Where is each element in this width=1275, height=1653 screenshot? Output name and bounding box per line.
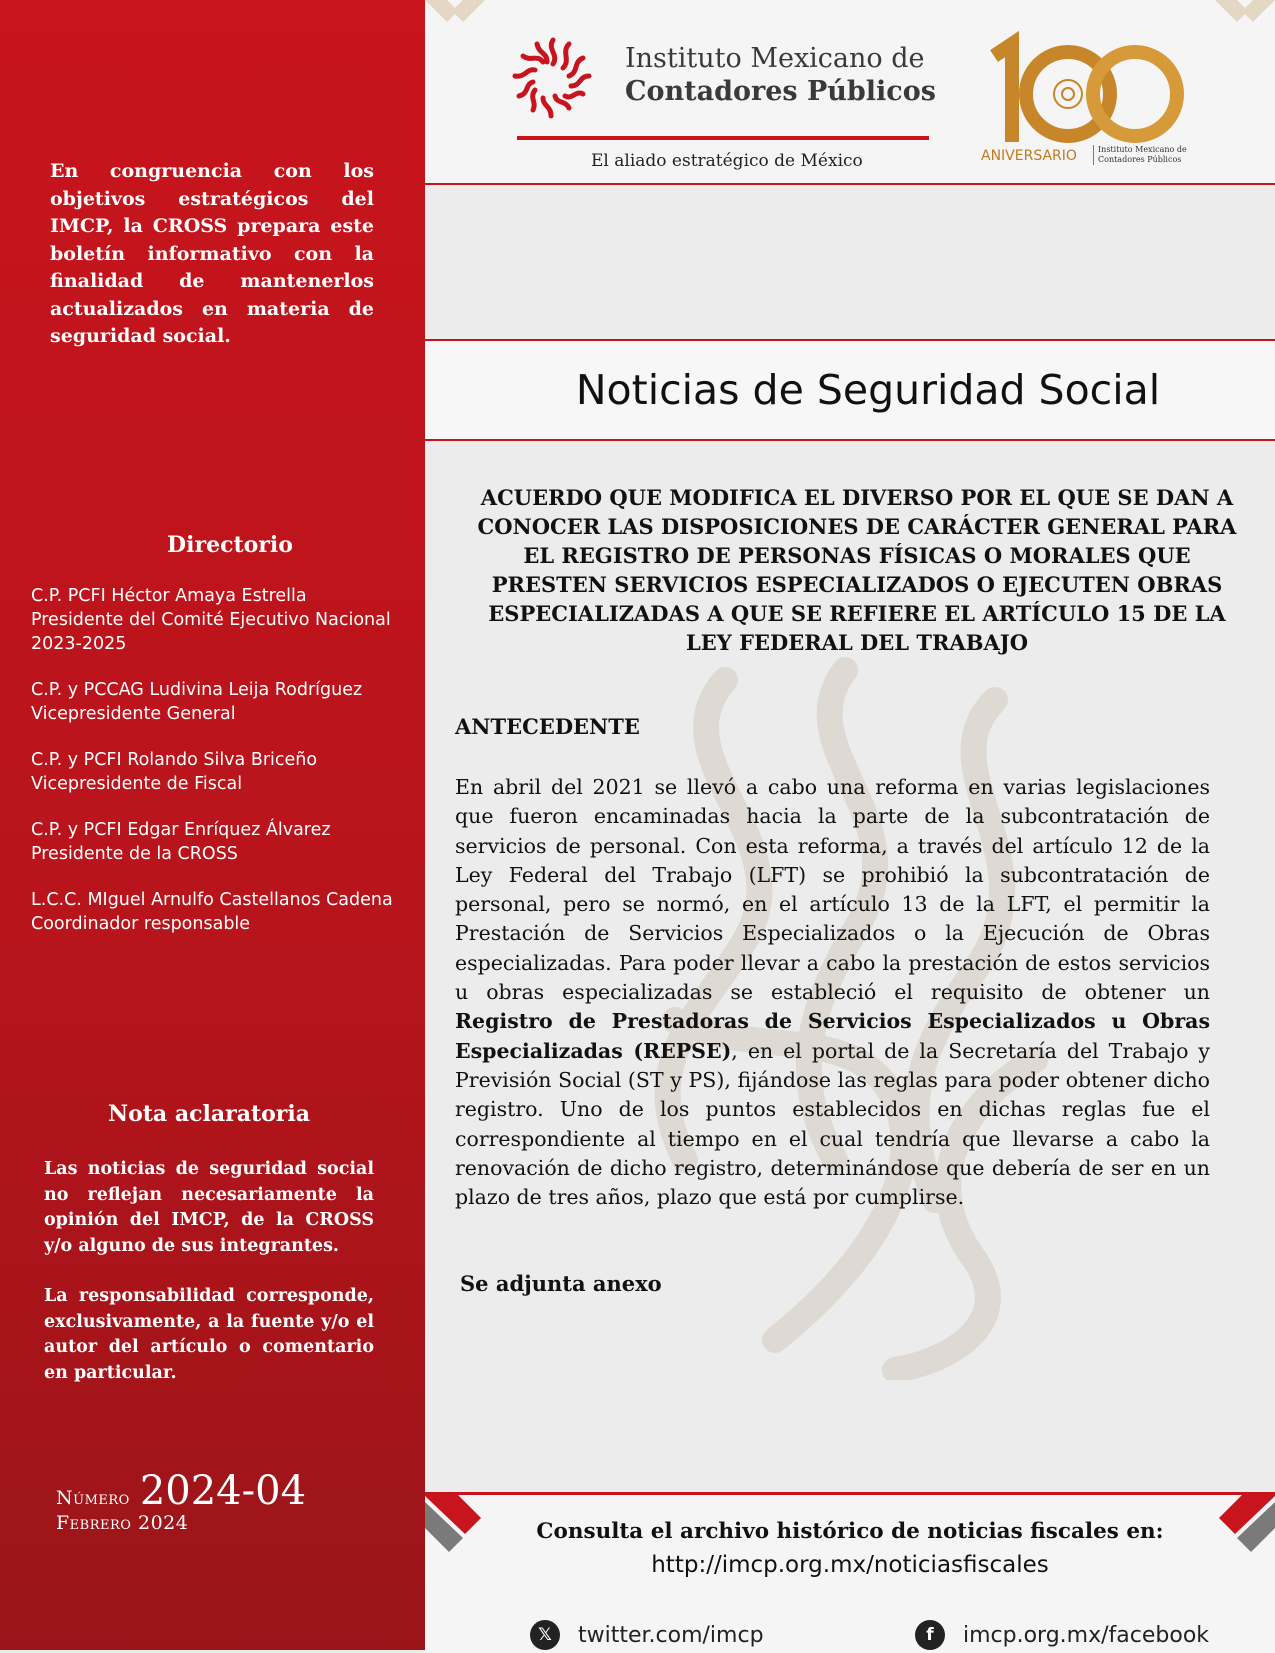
directorio-list (31, 584, 421, 958)
article-body-part1: En abril del 2021 se llevó a cabo una reforma en varias legislaciones que fueron encaminadas hacia la parte de la subcontratación de servicios de personal. Con esta reforma, a través del artículo 12 de la Ley Federal del Trabajo (LFT) se prohibió la subcontratación de personal, pero se normó, en el artículo 13 de la LFT, el permitir la Prestación de Servicios Especializados o la Ejecución de Obras especializadas. Para poder llevar a cabo la prestación de estos servicios u obras especializadas se estableció el requisito de obtener un (455, 775, 1210, 1005)
article-body-highlight: Registro de Prestadoras de Servicios Especializados u Obras Especializadas (REPSE) (455, 1009, 1210, 1063)
nota-title: Nota aclaratoria (107, 1101, 310, 1127)
org-underline (517, 136, 929, 140)
directorio-name: C.P. y PCFI Edgar Enríquez Álvarez (31, 820, 331, 840)
twitter-handle: twitter.com/imcp (578, 1622, 764, 1648)
issue-number (56, 1468, 306, 1534)
org-name (625, 42, 936, 108)
directorio-name: C.P. PCFI Héctor Amaya Estrella (31, 586, 307, 606)
issue-number-value: 2024-04 (139, 1468, 307, 1514)
directorio-role: Coordinador responsable (31, 914, 251, 934)
facebook-link[interactable] (915, 1620, 1209, 1650)
sidebar-intro: En congruencia con los objetivos estratégicos del IMCP, la CROSS prepara este boletín informativo con la finalidad de mantenerlos actualizados en materia de seguridad social. (50, 160, 374, 347)
anniversary-label: ANIVERSARIO (981, 148, 1077, 164)
attachment-note: Se adjunta anexo (460, 1271, 662, 1296)
anniversary-org-line1: Instituto Mexicano de (1098, 145, 1187, 154)
directorio-term: 2023-2025 (31, 634, 127, 654)
directorio-role: Vicepresidente General (31, 704, 236, 724)
anniversary-org-line2: Contadores Públicos (1098, 155, 1182, 164)
directorio-entry (31, 584, 421, 656)
corner-ornament-icon (425, 0, 485, 30)
directorio-name: L.C.C. MIguel Arnulfo Castellanos Cadena (31, 890, 393, 910)
tagline: El aliado estratégico de México (591, 151, 863, 171)
directorio-name: C.P. y PCFI Rolando Silva Briceño (31, 750, 318, 770)
twitter-link[interactable] (530, 1620, 764, 1650)
facebook-icon: f (915, 1620, 945, 1650)
nota-paragraph: La responsabilidad corresponde, exclusivamente, a la fuente y/o el autor del artículo o comentario en particular. (44, 1286, 374, 1383)
nota-text (44, 1157, 374, 1411)
x-icon: 𝕏 (530, 1620, 560, 1650)
directorio-name: C.P. y PCCAG Ludivina Leija Rodríguez (31, 680, 363, 700)
issue-date: Febrero 2024 (56, 1512, 189, 1534)
anniversary-org (1093, 145, 1187, 165)
article-headline: ACUERDO QUE MODIFICA EL DIVERSO POR EL QUE SE DAN A CONOCER LAS DISPOSICIONES DE CARÁCTER GENERAL PARA EL REGISTRO DE PERSONAS FÍSICAS O MORALES QUE PRESTEN SERVICIOS ESPECIALIZADOS O EJECUTEN OBRAS ESPECIALIZADAS A QUE SE REFIERE EL ARTÍCULO 15 DE LA LEY FEDERAL DEL TRABAJO (477, 485, 1237, 655)
archive-link[interactable]: http://imcp.org.mx/noticiasfiscales (651, 1552, 1049, 1578)
org-name-line2: Contadores Públicos (625, 76, 936, 107)
page-title: Noticias de Seguridad Social (575, 366, 1161, 414)
footer (425, 1492, 1275, 1653)
directorio-entry (31, 818, 421, 866)
title-band (425, 339, 1275, 441)
directorio-role: Presidente de la CROSS (31, 844, 238, 864)
archive-caption: Consulta el archivo histórico de noticias fiscales en: (536, 1519, 1164, 1544)
org-name-line1: Instituto Mexicano de (625, 43, 925, 74)
directorio-entry (31, 748, 421, 796)
directorio-entry (31, 678, 421, 726)
directorio-role: Presidente del Comité Ejecutivo Nacional (31, 610, 391, 630)
imcp-logo-icon (503, 32, 603, 124)
corner-ornament-icon (1215, 0, 1275, 30)
article-body (455, 773, 1210, 1212)
main-content (425, 0, 1275, 1650)
directorio-title: Directorio (167, 532, 293, 558)
facebook-handle: imcp.org.mx/facebook (963, 1622, 1210, 1648)
nota-paragraph: Las noticias de seguridad social no reflejan necesariamente la opinión del IMCP, de la CROSS y/o alguno de sus integrantes. (44, 1159, 374, 1256)
issue-number-label: Número (56, 1487, 130, 1509)
section-heading: ANTECEDENTE (455, 714, 640, 739)
directorio-entry (31, 888, 421, 936)
sidebar (0, 0, 425, 1650)
directorio-role: Vicepresidente de Fiscal (31, 774, 243, 794)
article-body-part2: , en el portal de la Secretaría del Trabajo y Previsión Social (ST y PS), fijándose las reglas para poder obtener dicho registro. Uno de los puntos establecidos en dichas reglas fue el correspondiente al tiempo en el cual tendría que llevarse a cabo la renovación de dicho registro, determinándose que debería de ser en un plazo de tres años, plazo que está por cumplirse. (455, 1038, 1210, 1210)
header (425, 0, 1275, 185)
